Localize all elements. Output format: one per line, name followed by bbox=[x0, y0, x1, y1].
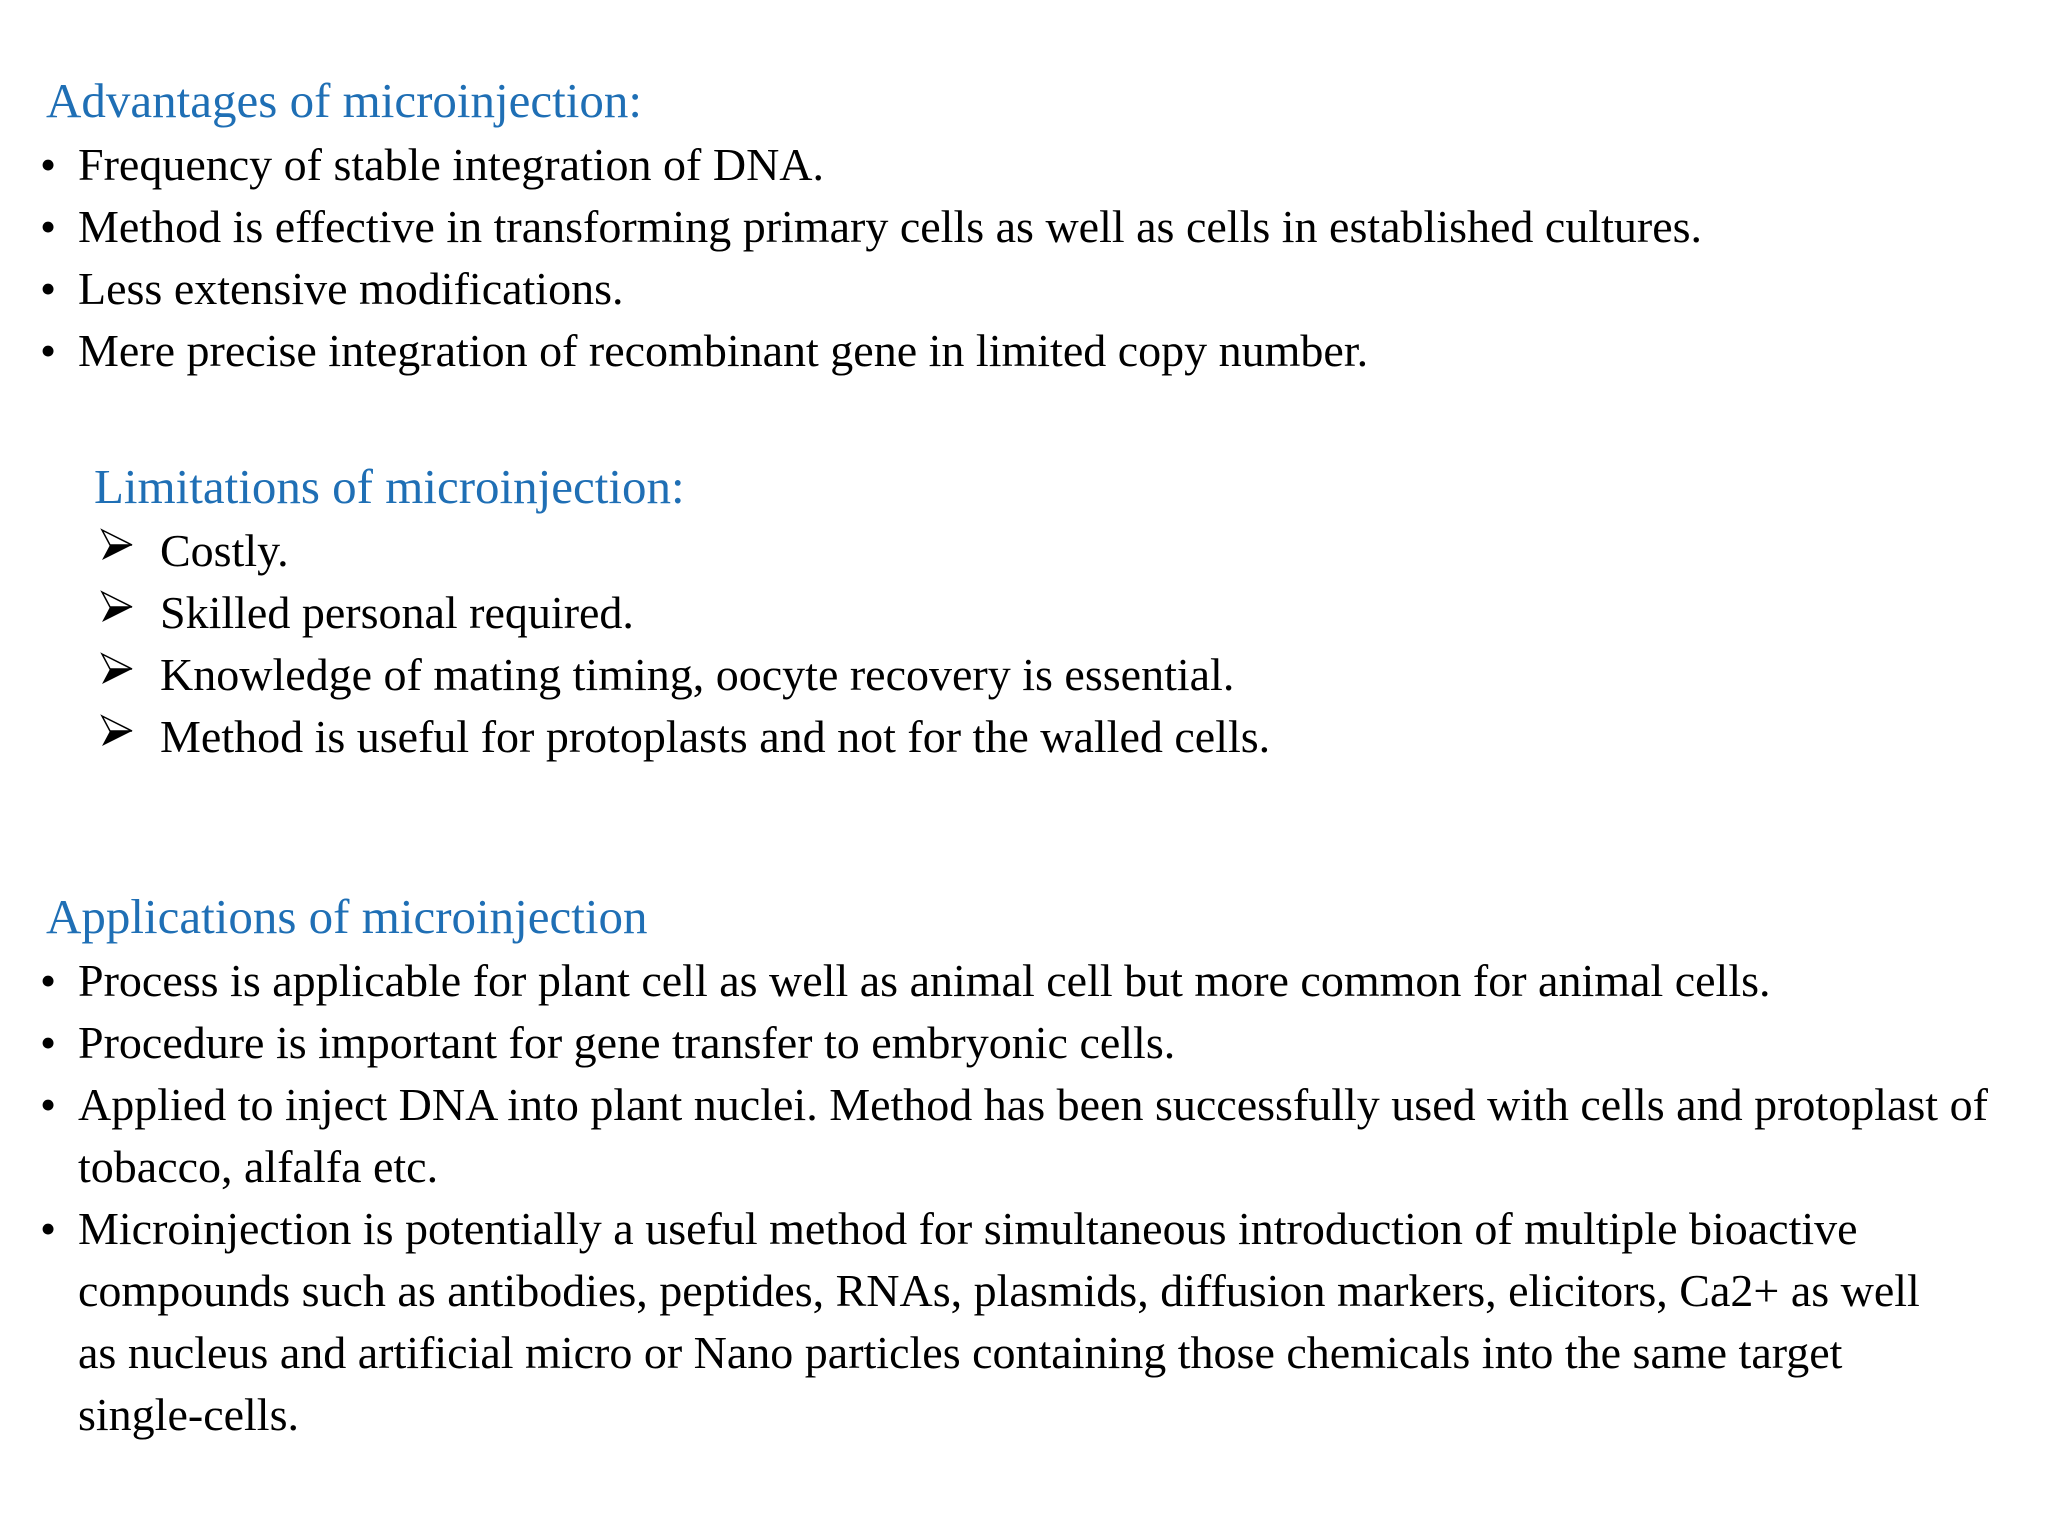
list-item-text: Knowledge of mating timing, oocyte recovery is essential. bbox=[160, 649, 1235, 700]
bullet-dot-icon: • bbox=[40, 1203, 57, 1254]
list-item-text: Less extensive modifications. bbox=[78, 263, 624, 314]
list-item-text: Process is applicable for plant cell as well as animal cell but more common for animal cells. bbox=[78, 955, 1771, 1006]
list-item-text: Method is effective in transforming primary cells as well as cells in established cultures. bbox=[78, 201, 1703, 252]
bullet-dot-icon: • bbox=[40, 325, 57, 376]
list-item bbox=[40, 320, 2000, 382]
bullet-dot-icon: • bbox=[40, 263, 57, 314]
advantages-heading: Advantages of microinjection: bbox=[46, 73, 642, 128]
list-item-text: Applied to inject DNA into plant nuclei. Method has been successfully used with cells and protoplast of tobacco, alfalfa etc. bbox=[78, 1079, 1988, 1192]
list-item-text: Skilled personal required. bbox=[160, 587, 634, 638]
list-item bbox=[40, 196, 2000, 258]
list-item bbox=[40, 1074, 1998, 1198]
list-item bbox=[40, 1198, 1958, 1446]
list-item-text: Procedure is important for gene transfer to embryonic cells. bbox=[78, 1017, 1176, 1068]
bullet-dot-icon: • bbox=[40, 1017, 57, 1068]
applications-heading: Applications of microinjection bbox=[46, 889, 648, 944]
arrowhead-bullet-icon bbox=[100, 528, 134, 562]
bullet-dot-icon: • bbox=[40, 955, 57, 1006]
list-item bbox=[100, 644, 1900, 706]
arrowhead-bullet-icon bbox=[100, 590, 134, 624]
bullet-dot-icon: • bbox=[40, 1079, 57, 1130]
list-item bbox=[100, 706, 1900, 768]
list-item bbox=[40, 950, 2000, 1012]
list-item bbox=[100, 582, 1900, 644]
list-item bbox=[40, 134, 2000, 196]
list-item bbox=[100, 520, 1900, 582]
list-item bbox=[40, 258, 2000, 320]
arrowhead-bullet-icon bbox=[100, 652, 134, 686]
limitations-list bbox=[100, 520, 1900, 768]
list-item-text: Frequency of stable integration of DNA. bbox=[78, 139, 825, 190]
list-item-text: Microinjection is potentially a useful method for simultaneous introduction of multiple bioactive compounds such as antibodies, peptides, RNAs, plasmids, diffusion markers, elicitors, Ca2+ as well as nucleus and artificial micro or Nano particles containing those chemicals into the same target single-cells. bbox=[78, 1203, 1920, 1440]
applications-list bbox=[40, 950, 2000, 1446]
bullet-dot-icon: • bbox=[40, 139, 57, 190]
advantages-list bbox=[40, 134, 2000, 382]
list-item-text: Costly. bbox=[160, 525, 289, 576]
limitations-heading: Limitations of microinjection: bbox=[94, 459, 685, 514]
bullet-dot-icon: • bbox=[40, 201, 57, 252]
list-item-text: Mere precise integration of recombinant gene in limited copy number. bbox=[78, 325, 1369, 376]
arrowhead-bullet-icon bbox=[100, 714, 134, 748]
list-item-text: Method is useful for protoplasts and not for the walled cells. bbox=[160, 711, 1271, 762]
list-item bbox=[40, 1012, 2000, 1074]
